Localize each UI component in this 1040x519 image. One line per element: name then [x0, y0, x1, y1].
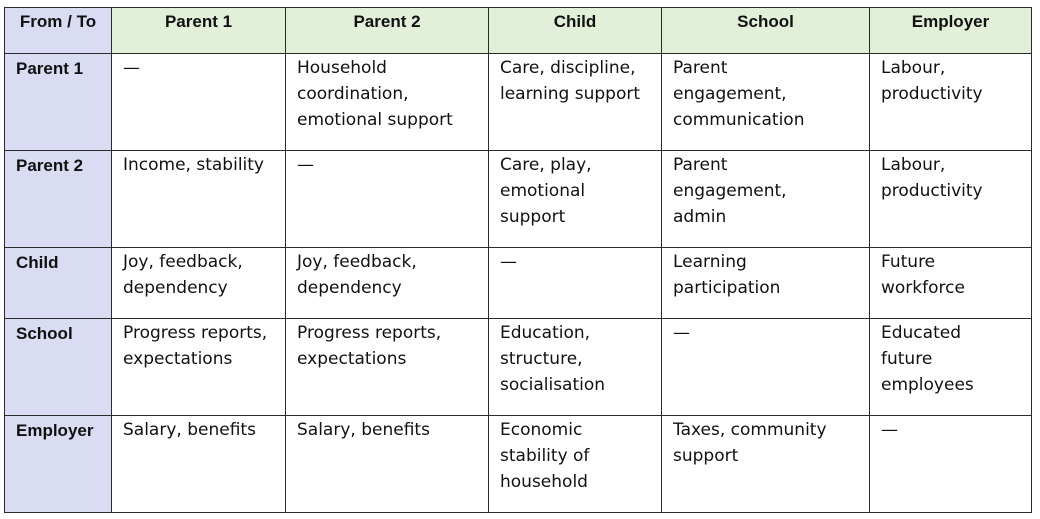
column-header-parent-1: Parent 1 [112, 8, 286, 54]
table-cell: — [286, 151, 489, 248]
table-cell: Progress reports, expectations [286, 319, 489, 416]
row-header-employer: Employer [5, 416, 112, 513]
table-row-parent-2 [5, 151, 1032, 248]
row-header-parent-2: Parent 2 [5, 151, 112, 248]
table-cell: Salary, benefits [112, 416, 286, 513]
table-cell: Taxes, community support [662, 416, 870, 513]
row-header-parent-1: Parent 1 [5, 54, 112, 151]
table-cell: Joy, feedback, dependency [112, 248, 286, 319]
table-row-school [5, 319, 1032, 416]
table-cell: Parent engagement, communication [662, 54, 870, 151]
table-row-parent-1 [5, 54, 1032, 151]
table-cell: Care, play, emotional support [489, 151, 662, 248]
table-cell: Economic stability of household [489, 416, 662, 513]
column-header-parent-2: Parent 2 [286, 8, 489, 54]
column-header-child: Child [489, 8, 662, 54]
table-cell: Educated future employees [870, 319, 1032, 416]
table-cell: Income, stability [112, 151, 286, 248]
column-header-school: School [662, 8, 870, 54]
table-cell: Future workforce [870, 248, 1032, 319]
table-cell: Joy, feedback, dependency [286, 248, 489, 319]
table-cell: — [112, 54, 286, 151]
table-cell: Parent engagement, admin [662, 151, 870, 248]
column-header-employer: Employer [870, 8, 1032, 54]
table-cell: Education, structure, socialisation [489, 319, 662, 416]
table-cell: — [489, 248, 662, 319]
table-cell: Progress reports, expectations [112, 319, 286, 416]
corner-header: From / To [5, 8, 112, 54]
table-cell: — [662, 319, 870, 416]
table-cell: Household coordination, emotional support [286, 54, 489, 151]
table-cell: Learning participation [662, 248, 870, 319]
table-cell: — [870, 416, 1032, 513]
table-row-employer [5, 416, 1032, 513]
table-cell: Care, discipline, learning support [489, 54, 662, 151]
header-row [5, 8, 1032, 54]
row-header-school: School [5, 319, 112, 416]
table-row-child [5, 248, 1032, 319]
table-cell: Labour, productivity [870, 151, 1032, 248]
table-cell: Salary, benefits [286, 416, 489, 513]
table-cell: Labour, productivity [870, 54, 1032, 151]
exchange-matrix-table [4, 7, 1032, 513]
row-header-child: Child [5, 248, 112, 319]
